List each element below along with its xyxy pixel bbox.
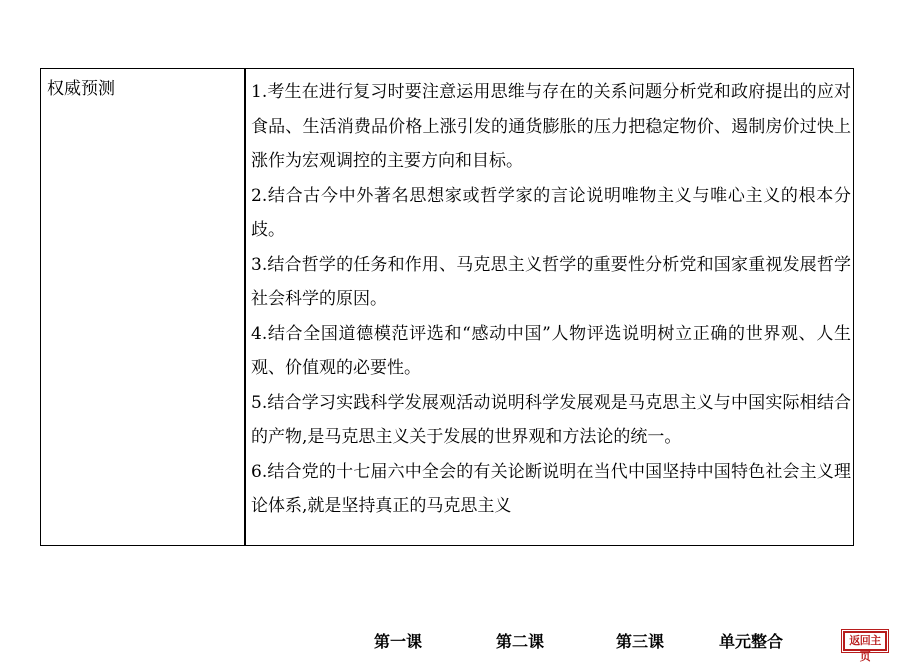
prediction-item-5: 5.结合学习实践科学发展观活动说明科学发展观是马克思主义与中国实际相结合的产物,是马克思主义关于发展的世界观和方法论的统一。	[251, 392, 851, 447]
prediction-item-1: 1.考生在进行复习时要注意运用思维与存在的关系问题分析党和政府提出的应对食品、生活消费品价格上涨引发的通货膨胀的压力把稳定物价、遏制房价过快上涨作为宏观调控的主要方向和目标。	[251, 82, 851, 171]
prediction-list	[251, 75, 851, 524]
prediction-item-2: 2.结合古今中外著名思想家或哲学家的言论说明唯物主义与唯心主义的根本分歧。	[251, 185, 851, 240]
prediction-item-3: 3.结合哲学的任务和作用、马克思主义哲学的重要性分析党和国家重视发展哲学社会科学的原因。	[251, 254, 851, 309]
prediction-item-6: 6.结合党的十七届六中全会的有关论断说明在当代中国坚持中国特色社会主义理论体系,就是坚持真正的马克思主义	[251, 461, 851, 516]
nav-lesson-3-link[interactable]: 第三课	[616, 632, 665, 651]
nav-lesson-1-link[interactable]: 第一课	[374, 632, 423, 651]
prediction-item-4: 4.结合全国道德模范评选和“感动中国”人物评选说明树立正确的世界观、人生观、价值观的必要性。	[251, 323, 851, 378]
table-label: 权威预测	[47, 79, 115, 99]
return-home-button[interactable]: 返回主页	[843, 631, 887, 651]
nav-unit-summary-link[interactable]: 单元整合	[719, 632, 784, 651]
prediction-table	[40, 68, 854, 546]
column-divider	[244, 69, 246, 545]
nav-lesson-2-link[interactable]: 第二课	[496, 632, 545, 651]
